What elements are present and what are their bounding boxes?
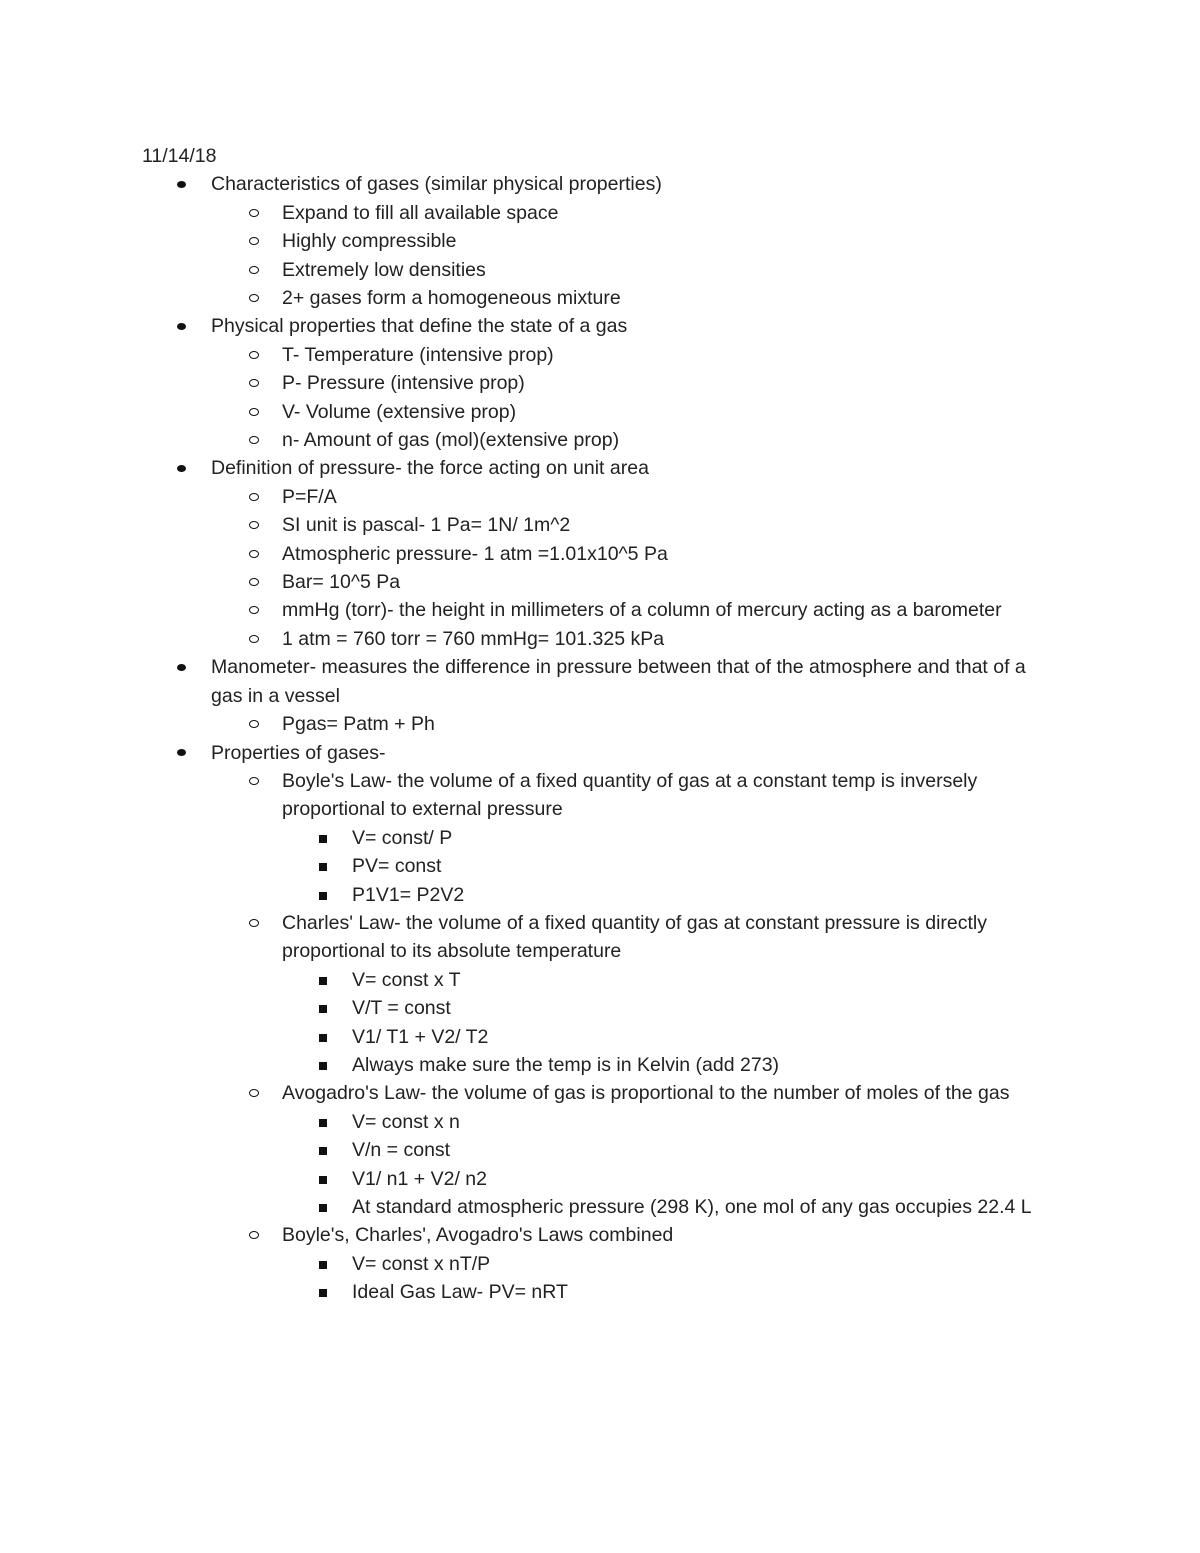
outline-item-text: Properties of gases-: [211, 741, 386, 764]
outline-item-text: V- Volume (extensive prop): [282, 400, 517, 423]
outline-item-text: Boyle's Law- the volume of a fixed quantity of gas at a constant temp is inversely proportional to external pressure: [282, 769, 978, 821]
outline-item-text: Extremely low densities: [282, 258, 486, 281]
square-bullet-icon: [319, 835, 327, 843]
hollow-bullet-icon: [249, 720, 259, 728]
square-bullet-icon: [319, 1119, 327, 1127]
outline-item-level-2: [0, 1079, 1200, 1107]
outline-item-text: SI unit is pascal- 1 Pa= 1N/ 1m^2: [282, 514, 571, 537]
square-bullet-icon: [319, 1005, 327, 1013]
outline-item-level-1: [0, 312, 1200, 340]
hollow-bullet-icon: [249, 550, 259, 558]
outline-item-text: V= const x nT/P: [352, 1252, 491, 1275]
square-bullet-icon: [319, 1062, 327, 1070]
outline-item-text: Characteristics of gases (similar physical properties): [211, 173, 662, 196]
square-bullet-icon: [319, 1176, 327, 1184]
outline-item-level-3: [0, 1108, 1200, 1136]
outline-item-text: V1/ n1 + V2/ n2: [352, 1167, 487, 1190]
outline-item-text: V= const x n: [352, 1110, 460, 1133]
outline-item-text: PV= const: [352, 855, 442, 878]
outline-item-text: Manometer- measures the difference in pressure between that of the atmosphere and that of a gas in a vessel: [211, 656, 1026, 707]
outline-item-text: V1/ T1 + V2/ T2: [352, 1025, 489, 1048]
outline-item-level-2: [0, 227, 1200, 255]
outline-item-text: n- Amount of gas (mol)(extensive prop): [282, 429, 620, 452]
square-bullet-icon: [319, 863, 327, 871]
outline-item-text: P1V1= P2V2: [352, 883, 465, 906]
outline-item-level-3: [0, 1193, 1200, 1221]
outline-item-level-3: [0, 1278, 1200, 1306]
outline-item-text: P- Pressure (intensive prop): [282, 372, 525, 395]
outline-item-text: Definition of pressure- the force acting on unit area: [211, 457, 649, 480]
outline-item-text: Highly compressible: [282, 230, 457, 253]
outline-item-text: V= const/ P: [352, 826, 453, 849]
outline-item-level-2: [0, 369, 1200, 397]
outline-item-level-3: [0, 824, 1200, 852]
outline-item-text: T- Temperature (intensive prop): [282, 343, 554, 366]
outline-item-level-3: [0, 1136, 1200, 1164]
note-date: 11/14/18: [142, 145, 217, 167]
filled-bullet-icon: [177, 664, 186, 671]
square-bullet-icon: [319, 1034, 327, 1042]
hollow-bullet-icon: [249, 635, 259, 643]
outline-item-level-3: [0, 1051, 1200, 1079]
outline-item-text: Boyle's, Charles', Avogadro's Laws combined: [282, 1224, 674, 1247]
outline-item-level-3: [0, 1250, 1200, 1278]
outline-item-level-2: [0, 767, 1200, 824]
filled-bullet-icon: [177, 181, 186, 188]
outline-item-text: 1 atm = 760 torr = 760 mmHg= 101.325 kPa: [282, 627, 665, 650]
outline-item-text: Always make sure the temp is in Kelvin (add 273): [352, 1053, 780, 1076]
hollow-bullet-icon: [249, 1089, 259, 1097]
hollow-bullet-icon: [249, 777, 259, 785]
outline-item-level-1: [0, 653, 1200, 710]
outline-item-level-1: [0, 170, 1200, 198]
outline-item-level-1: [0, 739, 1200, 767]
hollow-bullet-icon: [249, 351, 259, 359]
outline-item-level-2: [0, 1221, 1200, 1249]
outline-item-level-2: [0, 511, 1200, 539]
square-bullet-icon: [319, 1289, 327, 1297]
square-bullet-icon: [319, 1204, 327, 1212]
hollow-bullet-icon: [249, 919, 259, 927]
outline-item-level-3: [0, 1023, 1200, 1051]
square-bullet-icon: [319, 1147, 327, 1155]
outline-item-level-2: [0, 909, 1200, 966]
outline-item-text: V= const x T: [352, 968, 461, 991]
outline-item-level-2: [0, 540, 1200, 568]
hollow-bullet-icon: [249, 1231, 259, 1239]
hollow-bullet-icon: [249, 408, 259, 416]
outline-item-text: V/T = const: [352, 997, 451, 1020]
outline-item-level-2: [0, 483, 1200, 511]
hollow-bullet-icon: [249, 266, 259, 274]
outline-item-text: Bar= 10^5 Pa: [282, 571, 401, 594]
outline-item-level-3: [0, 966, 1200, 994]
outline-item-text: At standard atmospheric pressure (298 K), one mol of any gas occupies 22.4 L: [352, 1196, 1032, 1219]
outline-item-level-2: [0, 284, 1200, 312]
outline-item-level-3: [0, 881, 1200, 909]
filled-bullet-icon: [177, 749, 186, 756]
square-bullet-icon: [319, 892, 327, 900]
outline-item-level-2: [0, 341, 1200, 369]
outline-item-level-2: [0, 256, 1200, 284]
filled-bullet-icon: [177, 323, 186, 330]
hollow-bullet-icon: [249, 379, 259, 387]
outline-item-text: Avogadro's Law- the volume of gas is proportional to the number of moles of the gas: [282, 1082, 1010, 1105]
outline-item-level-3: [0, 852, 1200, 880]
outline-item-level-2: [0, 710, 1200, 738]
outline-item-level-2: [0, 398, 1200, 426]
hollow-bullet-icon: [249, 606, 259, 614]
square-bullet-icon: [319, 977, 327, 985]
hollow-bullet-icon: [249, 493, 259, 501]
outline-item-level-2: [0, 596, 1200, 624]
hollow-bullet-icon: [249, 436, 259, 444]
outline-item-text: 2+ gases form a homogeneous mixture: [282, 287, 621, 310]
outline-item-text: V/n = const: [352, 1139, 451, 1162]
filled-bullet-icon: [177, 465, 186, 472]
outline-item-text: Physical properties that define the state of a gas: [211, 315, 628, 338]
hollow-bullet-icon: [249, 578, 259, 586]
hollow-bullet-icon: [249, 294, 259, 302]
hollow-bullet-icon: [249, 237, 259, 245]
outline-item-text: mmHg (torr)- the height in millimeters of a column of mercury acting as a barometer: [282, 599, 1002, 622]
outline-item-text: Pgas= Patm + Ph: [282, 713, 435, 736]
outline-item-text: P=F/A: [282, 485, 337, 508]
outline-item-level-2: [0, 625, 1200, 653]
outline-item-text: Charles' Law- the volume of a fixed quantity of gas at constant pressure is directly proportional to its absolute temperature: [282, 911, 987, 963]
outline-item-level-2: [0, 568, 1200, 596]
notes-outline: [0, 170, 1200, 1306]
outline-item-text: Ideal Gas Law- PV= nRT: [352, 1281, 568, 1304]
outline-item-text: Atmospheric pressure- 1 atm =1.01x10^5 Pa: [282, 542, 668, 565]
outline-item-text: Expand to fill all available space: [282, 201, 559, 224]
outline-item-level-2: [0, 426, 1200, 454]
hollow-bullet-icon: [249, 209, 259, 217]
outline-item-level-2: [0, 199, 1200, 227]
outline-item-level-3: [0, 1165, 1200, 1193]
outline-item-level-1: [0, 454, 1200, 482]
outline-item-level-3: [0, 994, 1200, 1022]
square-bullet-icon: [319, 1261, 327, 1269]
hollow-bullet-icon: [249, 521, 259, 529]
